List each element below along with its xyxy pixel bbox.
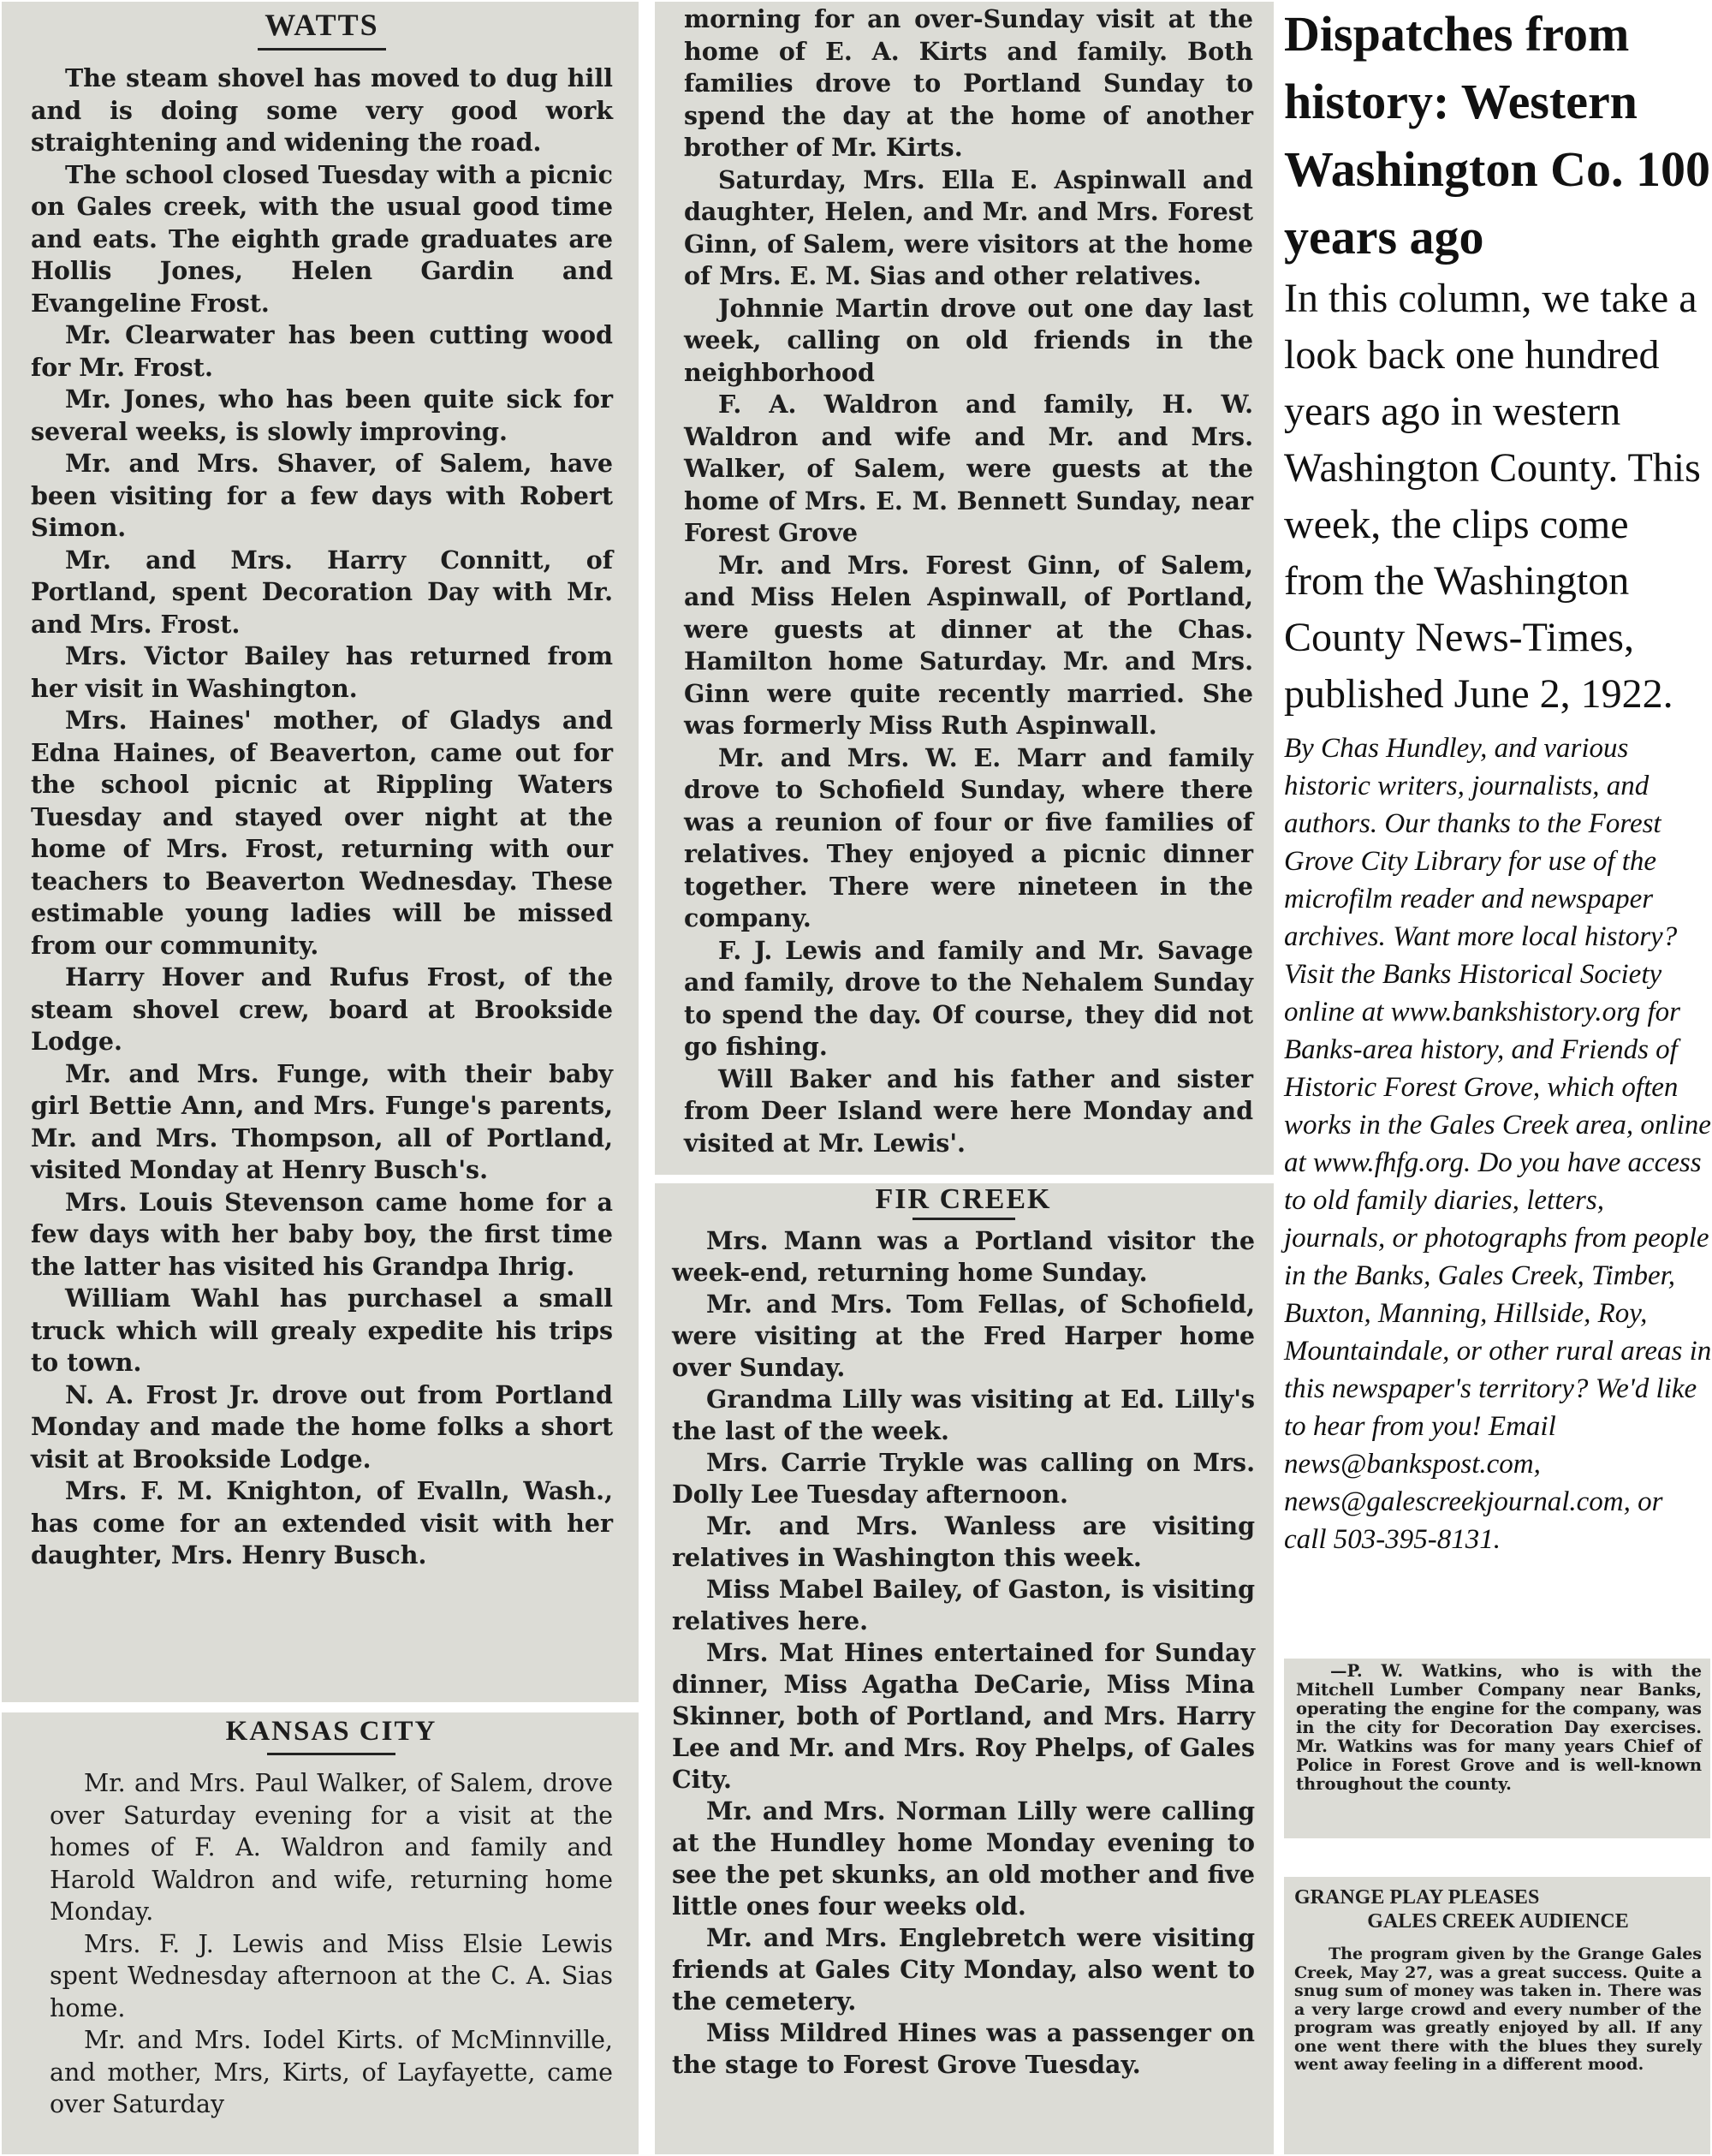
kansas-city-body [50,1767,613,2121]
fir-creek-clip [653,1182,1275,2156]
watts-paragraph: Mr. and Mrs. Shaver, of Salem, have been visiting for a few days with Robert Simon. [31,449,613,542]
column-byline: By Chas Hundley, and various historic writers, journalists, and authors. Our thanks to the Forest Grove City Library for use of the microfilm reader and newspaper archives. Want more local history? Visit the Banks Historical Society online at www.bankshistory.org for Banks-area history, and Friends of Historic Forest Grove, which often works in the Gales Creek area, online at www.fhfg.org. Do you have access to old family diaries, letters, journals, or photographs from people in the Banks, Gales Creek, Timber, Buxton, Manning, Hillside, Roy, Mountaindale, or other rural areas in this newspaper's territory? We'd like to hear from you! Email news@bankspost.com, news@galescreekjournal.com, or call 503-395-8131. [1284,733,1712,1555]
watts-paragraph: The steam shovel has moved to dug hill and is doing some very good work straightening and widening the road. [31,63,613,157]
continued-clip [653,0,1275,1176]
watts-paragraph: William Wahl has purchasel a small truck which will grealy expedite his trips to town. [31,1283,613,1377]
watts-paragraph: Mr. Jones, who has been quite sick for several weeks, is slowly improving. [31,384,613,446]
watts-paragraph: Mrs. F. M. Knighton, of Evalln, Wash., has come for an extended visit with her daughter, Mrs. Henry Busch. [31,1476,613,1569]
fir-creek-rule [912,1218,1015,1220]
kansas-city-heading: KANSAS CITY [225,1716,437,1747]
kansas-city-rule [267,1753,395,1755]
watts-paragraph: Mr. Clearwater has been cutting wood for Mr. Frost. [31,320,613,382]
fir-creek-paragraph: Mr. and Mrs. Wanless are visiting relatives in Washington this week. [672,1511,1255,1572]
fir-creek-paragraph: Mrs. Mann was a Portland visitor the week-end, returning home Sunday. [672,1226,1255,1287]
kansas-city-paragraph: Mr. and Mrs. Iodel Kirts. of McMinnville, and mother, Mrs, Kirts, of Layfayette, came over Saturday [50,2026,613,2118]
watts-paragraph: Mrs. Haines' mother, of Gladys and Edna Haines, of Beaverton, came out for the school picnic at Rippling Waters Tuesday and stayed over night at the home of Mrs. Frost, returning with our teachers to Beaverton Wednesday. These estimable young ladies will be missed from our community. [31,706,613,960]
continued-paragraph: Johnnie Martin drove out one day last week, calling on old friends in the neighborhood [684,293,1253,387]
continued-paragraph: Mr. and Mrs. W. E. Marr and family drove to Schofield Sunday, where there was a reunion of four or five families of relatives. They enjoyed a picnic dinner together. There were nineteen in the company. [684,742,1253,932]
kansas-city-paragraph: Mrs. F. J. Lewis and Miss Elsie Lewis spent Wednesday afternoon at the C. A. Sias home. [50,1929,613,2022]
fir-creek-heading: FIR CREEK [875,1183,1052,1215]
continued-paragraph: Mr. and Mrs. Forest Ginn, of Salem, and Miss Helen Aspinwall, of Portland, were guests at dinner at the Chas. Hamilton home Saturday. Mr. and Mrs. Ginn were quite recently married. She was formerly Miss Ruth Aspinwall. [684,550,1253,740]
fir-creek-paragraph: Miss Mabel Bailey, of Gaston, is visiting relatives here. [672,1575,1255,1635]
watts-rule [258,48,386,51]
fir-creek-paragraph: Mrs. Carrie Trykle was calling on Mrs. Dolly Lee Tuesday afternoon. [672,1448,1255,1509]
watts-paragraph: The school closed Tuesday with a picnic on Gales creek, with the usual good time and eats. The eighth grade graduates are Hollis Jones, Helen Gardin and Evangeline Frost. [31,159,613,318]
watts-paragraph: N. A. Frost Jr. drove out from Portland Monday and made the home folks a short visit at Brookside Lodge. [31,1379,613,1474]
fir-creek-paragraph: Mr. and Mrs. Englebretch were visiting friends at Gales City Monday, also went to the cemetery. [672,1923,1255,2016]
column-sidebar [1284,0,1712,1558]
fir-creek-paragraph: Mr. and Mrs. Tom Fellas, of Schofield, were visiting at the Fred Harper home over Sunday. [672,1289,1255,1382]
watts-paragraph: Harry Hover and Rufus Frost, of the steam shovel crew, board at Brookside Lodge. [31,962,613,1056]
fir-creek-paragraph: Miss Mildred Hines was a passenger on the stage to Forest Grove Tuesday. [672,2018,1255,2079]
fir-creek-paragraph: Mrs. Mat Hines entertained for Sunday dinner, Miss Agatha DeCarie, Miss Mina Skinner, both of Portland, and Mrs. Harry Lee and Mr. and Mrs. Roy Phelps, of Gales City. [672,1638,1255,1794]
grange-body [1294,1945,1702,2075]
continued-body [684,3,1253,1159]
continued-paragraph: morning for an over-Sunday visit at the home of E. A. Kirts and family. Both families drove to Portland Sunday to spend the day at the home of another brother of Mr. Kirts. [684,4,1253,162]
grange-heading-line1: GRANGE PLAY PLEASES [1294,1886,1540,1909]
continued-paragraph: F. J. Lewis and family and Mr. Savage and family, drove to the Nehalem Sunday to spend the day. Of course, they did not go fishing. [684,935,1253,1061]
grange-heading-line2: GALES CREEK AUDIENCE [1367,1910,1629,1933]
watkins-body [1296,1662,1702,1794]
watts-paragraph: Mrs. Louis Stevenson came home for a few days with her baby boy, the first time the latter has visited his Grandpa Ihrig. [31,1187,613,1281]
grange-paragraph: The program given by the Grange Gales Creek, May 27, was a great success. Quite a snug sum of money was taken in. There was a very large crowd and every number of the program was greatly enjoyed by all. If any one went there with the blues they surely went away feeling in a different mood. [1294,1945,1702,2074]
watts-heading: WATTS [265,8,379,42]
fir-creek-paragraph: Grandma Lilly was visiting at Ed. Lilly's the last of the week. [672,1385,1255,1445]
continued-paragraph: Saturday, Mrs. Ella E. Aspinwall and daughter, Helen, and Mr. and Mrs. Forest Ginn, of Salem, were visitors at the home of Mrs. E. M. Sias and other relatives. [684,164,1253,290]
watts-paragraph: Mr. and Mrs. Harry Connitt, of Portland, spent Decoration Day with Mr. and Mrs. Frost. [31,545,613,639]
watts-paragraph: Mrs. Victor Bailey has returned from her visit in Washington. [31,641,613,703]
watts-clip [0,0,640,1704]
kansas-city-paragraph: Mr. and Mrs. Paul Walker, of Salem, drove over Saturday evening for a visit at the homes of F. A. Waldron and family and Harold Waldron and wife, returning home Monday. [50,1769,613,1926]
watkins-paragraph: —P. W. Watkins, who is with the Mitchell Lumber Company near Banks, operating the engine for the company, was in the city for Decoration Day exercises. Mr. Watkins was for many years Chief of Police in Forest Grove and is well-known throughout the county. [1296,1661,1702,1794]
continued-paragraph: Will Baker and his father and sister from Deer Island were here Monday and visited at Mr. Lewis'. [684,1063,1253,1158]
watts-body [31,63,613,1572]
fir-creek-paragraph: Mr. and Mrs. Norman Lilly were calling at the Hundley home Monday evening to see the pet skunks, an old mother and five little ones four weeks old. [672,1796,1255,1921]
column-lead: In this column, we take a look back one hundred years ago in western Washington County. This week, the clips come from the Washington County News-Times, published June 2, 1922. [1284,276,1701,717]
kansas-city-clip [0,1711,640,2156]
watts-paragraph: Mr. and Mrs. Funge, with their baby girl Bettie Ann, and Mrs. Funge's parents, Mr. and Mrs. Thompson, all of Portland, visited Monday at Henry Busch's. [31,1058,613,1184]
column-title: Dispatches from history: Western Washington Co. 100 years ago [1284,6,1710,265]
fir-creek-body [672,1225,1255,2081]
continued-paragraph: F. A. Waldron and family, H. W. Waldron and wife and Mr. and Mrs. Walker, of Salem, were guests at the home of Mrs. E. M. Bennett Sunday, near Forest Grove [684,390,1253,547]
grange-clip [1282,1875,1712,2156]
watkins-clip [1282,1657,1712,1840]
